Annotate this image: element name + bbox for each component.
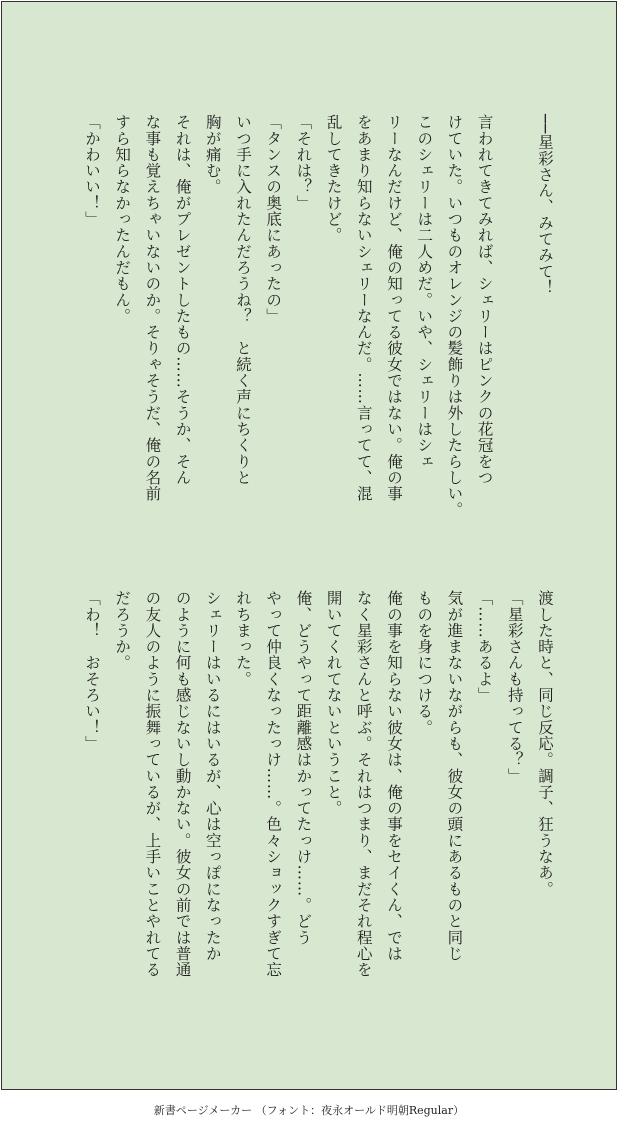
text-line: のように何も感じないし動かない。彼女の前では普通: [173, 590, 192, 978]
text-line: だろうか。: [113, 590, 132, 671]
text-line: このシェリーは二人めだ。いや、シェリーはシェ: [415, 114, 434, 470]
text-line: 「星彩さんも持ってる？」: [505, 590, 524, 784]
text-line: それは、俺がプレゼントしたもの……そうか、そん: [173, 114, 192, 486]
text-line: 「わ！ おそろい！」: [82, 590, 101, 752]
text-line: 開いてくれてないということ。: [324, 590, 343, 817]
text-line: 気が進まないながらも、彼女の頭にあるものと同じ: [445, 590, 464, 962]
text-line: [500, 114, 530, 564]
bottom-text-block: [77, 590, 560, 1040]
page-area: [1, 1, 617, 1090]
text-line: ものを身につける。: [415, 590, 434, 736]
text-line: 「かわいい！」: [82, 114, 101, 228]
text-line: けていた。いつものオレンジの髪飾りは外したらしい。: [445, 114, 464, 518]
text-line: 俺の事を知らない彼女は、俺の事をセイくん、では: [384, 590, 403, 962]
text-line: をあまり知らないシェリーなんだ。……言ってて、混: [354, 114, 373, 502]
text-line: 渡した時と、同じ反応。調子、狂うなあ。: [536, 590, 554, 897]
text-line: やって仲良くなったっけ……。色々ショックすぎて忘: [264, 590, 283, 978]
text-line: 俺、どうやって距離感はかってたっけ……。どう: [294, 590, 313, 946]
text-line: 乱してきたけど。: [324, 114, 343, 244]
text-line: すら知らなかったんだもん。: [113, 114, 132, 324]
text-line: の友人のように振舞っているが、上手いことやれてる: [143, 590, 162, 978]
text-line: 「……あるよ」: [475, 590, 494, 704]
text-line: れちまった。: [233, 590, 252, 687]
text-line: 「タンスの奥底にあったの」: [264, 114, 283, 324]
text-line: 「それは？」: [294, 114, 313, 211]
text-line: リーなんだけど、俺の知ってる彼女ではない。俺の事: [384, 114, 403, 502]
top-text-block: [77, 114, 560, 564]
text-line: 胸が痛む。: [203, 114, 222, 195]
text-line: なく星彩さんと呼ぶ。それはつまり、まだそれ程心を: [354, 590, 373, 978]
text-line: な事も覚えちゃいないのか。そりゃそうだ、俺の名前: [143, 114, 162, 502]
text-line: ──星彩さん、みてみて！: [536, 114, 554, 296]
footer-credit: 新書ページメーカー （フォント：夜永オールド明朝Regular）: [153, 1104, 465, 1117]
text-line: シェリーはいるにはいるが、心は空っぽになったか: [203, 590, 222, 962]
text-line: いつ手に入れたんだろうね？ と続く声にちくりと: [233, 114, 252, 486]
text-line: 言われてきてみれば、シェリーはピンクの花冠をつ: [475, 114, 494, 486]
